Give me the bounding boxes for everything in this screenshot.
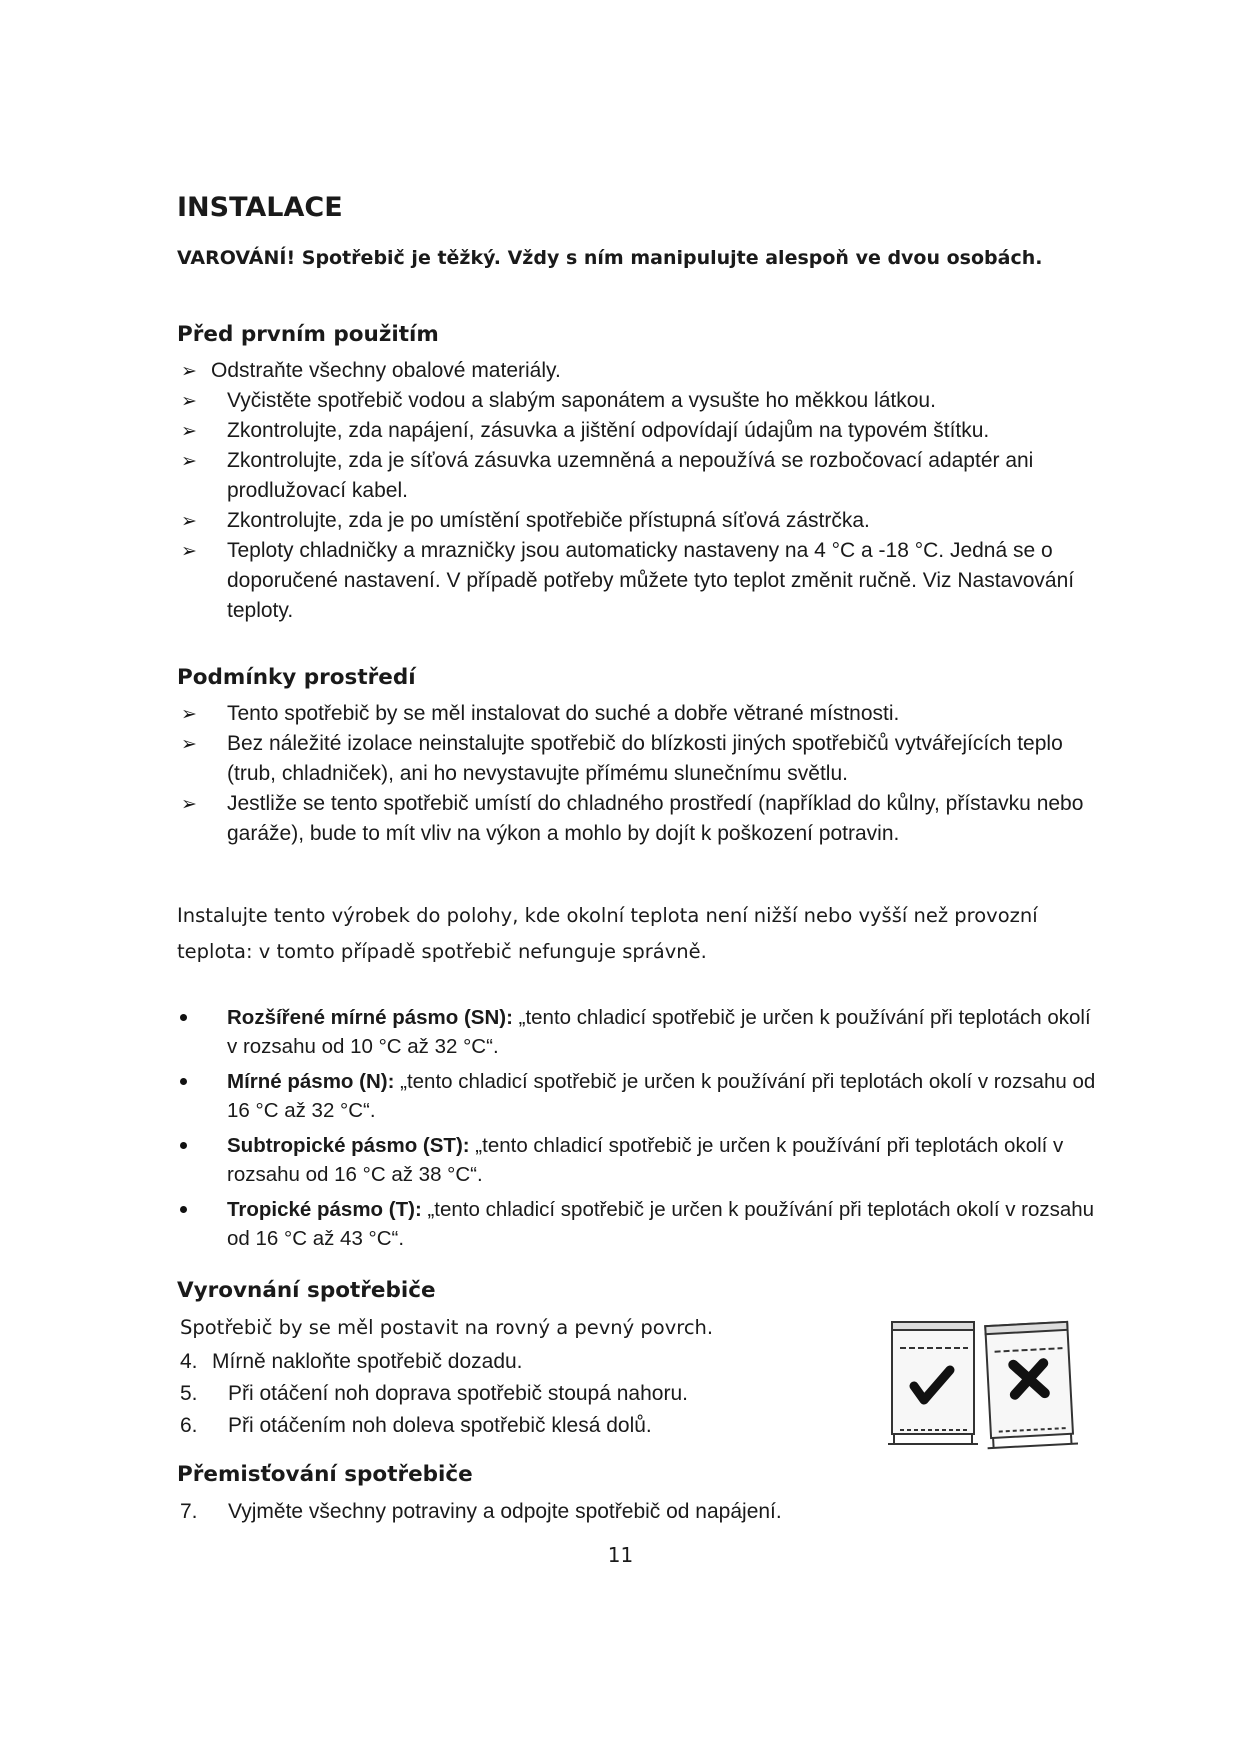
climate-class-item: Tropické pásmo (T): „tento chladicí spotřebič je určen k používání při teplotách okolí v rozsahu od 16 °C až 43 °C“.: [177, 1195, 1097, 1253]
arrow-bullet-icon: ➢: [181, 510, 197, 532]
list-item: 6. Při otáčením noh doleva spotřebič klesá dolů.: [180, 1414, 652, 1437]
list-item: 5. Při otáčení noh doprava spotřebič stoupá nahoru.: [180, 1382, 688, 1405]
appliance-tilted-wrong-icon: [981, 1322, 1078, 1449]
section-heading-moving: Přemisťování spotřebiče: [177, 1462, 473, 1487]
bullet-dot-icon: [180, 1078, 187, 1085]
list-item: ➢ Vyčistěte spotřebič vodou a slabým saponátem a vysušte ho měkkou látkou.: [177, 386, 1097, 416]
environment-list: [177, 699, 1097, 849]
list-item: ➢ Odstraňte všechny obalové materiály.: [177, 356, 1097, 386]
list-item: ➢ Zkontrolujte, zda napájení, zásuvka a jištění odpovídají údajům na typovém štítku.: [177, 416, 1097, 446]
list-item: ➢ Tento spotřebič by se měl instalovat do suché a dobře větrané místnosti.: [177, 699, 1097, 729]
section-heading-before-first-use: Před prvním použitím: [177, 322, 439, 347]
list-item: ➢ Zkontrolujte, zda je síťová zásuvka uzemněná a nepoužívá se rozbočovací adaptér ani prodlužovací kabel.: [177, 446, 1097, 506]
list-item: 4. Mírně nakloňte spotřebič dozadu.: [180, 1350, 523, 1373]
arrow-bullet-icon: ➢: [181, 793, 197, 815]
arrow-bullet-icon: ➢: [181, 420, 197, 442]
list-item: ➢ Teploty chladničky a mrazničky jsou automaticky nastaveny na 4 °C a -18 °C. Jedná se o doporučené nastavení. V případě potřeby můžete tyto teplot změnit ručně. Viz Nastavování teploty.: [177, 536, 1097, 626]
climate-class-item: Subtropické pásmo (ST): „tento chladicí spotřebič je určen k používání při teplotách okolí v rozsahu od 16 °C až 38 °C“.: [177, 1131, 1097, 1189]
list-item: ➢ Zkontrolujte, zda je po umístění spotřebiče přístupná síťová zástrčka.: [177, 506, 1097, 536]
install-note: Instalujte tento výrobek do polohy, kde okolní teplota není nižší nebo vyšší než provozní teplota: v tomto případě spotřebič nefunguje správně.: [177, 904, 1038, 963]
page-number: 11: [607, 1543, 634, 1567]
bullet-dot-icon: [180, 1206, 187, 1213]
arrow-bullet-icon: ➢: [181, 390, 197, 412]
section-heading-leveling: Vyrovnání spotřebiče: [177, 1278, 436, 1303]
page-title: INSTALACE: [177, 192, 343, 223]
leveling-steps: [180, 1346, 880, 1442]
arrow-bullet-icon: ➢: [181, 733, 197, 755]
moving-steps: [180, 1496, 880, 1528]
climate-class-item: Mírné pásmo (N): „tento chladicí spotřebič je určen k používání při teplotách okolí v rozsahu od 16 °C až 32 °C“.: [177, 1067, 1097, 1125]
before-first-use-list: [177, 356, 1097, 626]
list-item: ➢ Bez náležité izolace neinstalujte spotřebič do blízkosti jiných spotřebičů vytvářejících teplo (trub, chladniček), ani ho nevystavujte přímému slunečnímu světlu.: [177, 729, 1097, 789]
arrow-bullet-icon: ➢: [181, 360, 197, 382]
list-item: ➢ Jestliže se tento spotřebič umístí do chladného prostředí (například do kůlny, přístavku nebo garáže), bude to mít vliv na výkon a mohlo by dojít k poškození potravin.: [177, 789, 1097, 849]
bullet-dot-icon: [180, 1014, 187, 1021]
section-heading-environment: Podmínky prostředí: [177, 665, 416, 690]
leveling-intro: Spotřebič by se měl postavit na rovný a pevný povrch.: [180, 1316, 714, 1339]
arrow-bullet-icon: ➢: [181, 540, 197, 562]
climate-class-list: [177, 1003, 1097, 1259]
arrow-bullet-icon: ➢: [181, 703, 197, 725]
climate-class-item: Rozšířené mírné pásmo (SN): „tento chladicí spotřebič je určen k používání při teplotách okolí v rozsahu od 10 °C až 32 °C“.: [177, 1003, 1097, 1061]
bullet-dot-icon: [180, 1142, 187, 1149]
appliance-level-correct-icon: [888, 1322, 978, 1444]
list-item: 7. Vyjměte všechny potraviny a odpojte spotřebič od napájení.: [180, 1500, 782, 1523]
arrow-bullet-icon: ➢: [181, 450, 197, 472]
warning-text: VAROVÁNÍ! Spotřebič je těžký. Vždy s ním manipulujte alespoň ve dvou osobách.: [177, 247, 1043, 269]
leveling-illustration: [888, 1318, 1078, 1453]
